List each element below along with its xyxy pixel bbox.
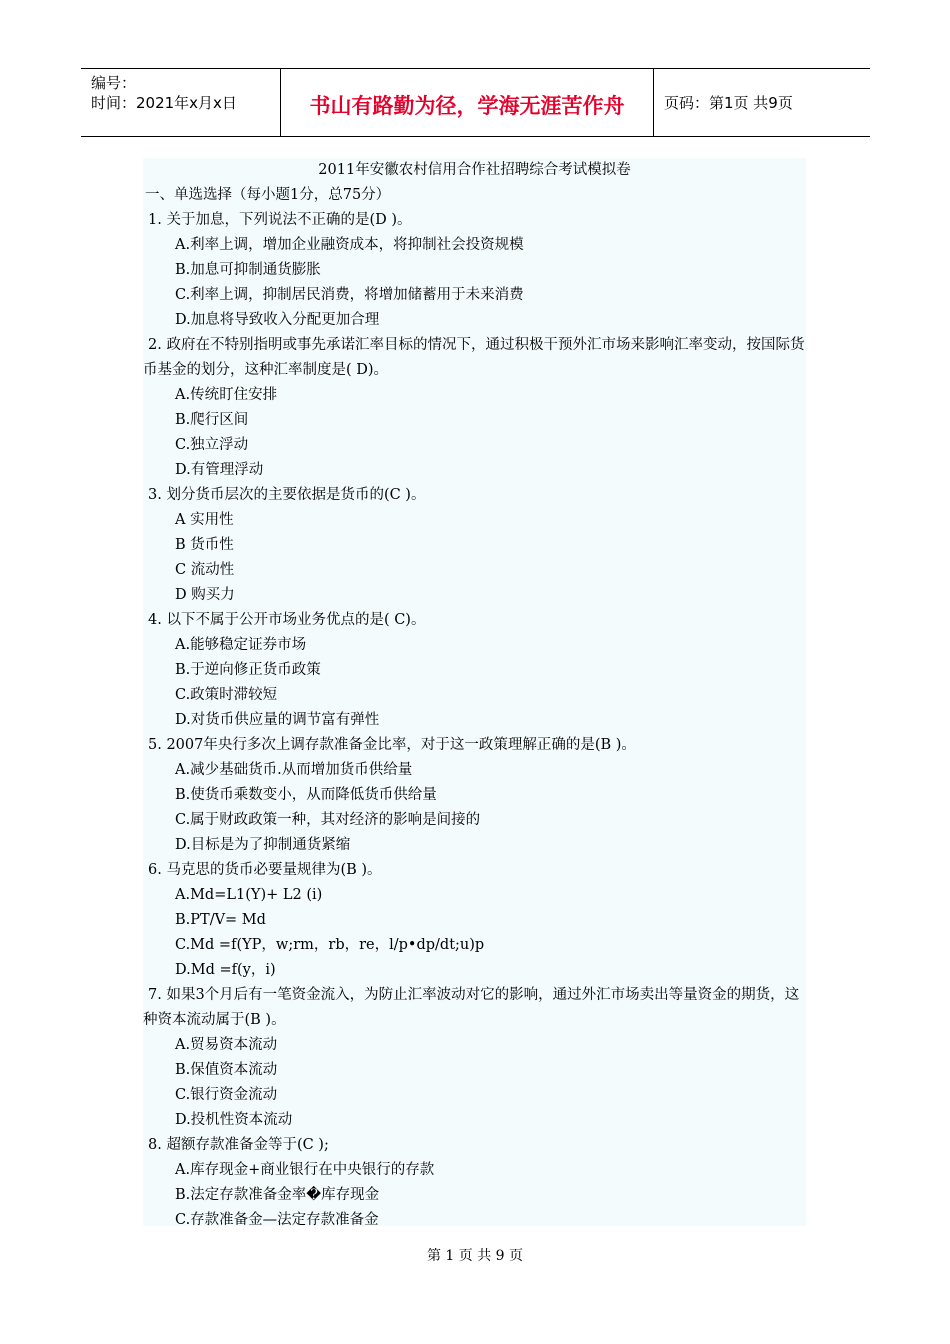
answer-option: A.库存现金+商业银行在中央银行的存款 [175,1162,435,1178]
answer-option: D.投机性资本流动 [175,1112,293,1128]
answer-option: D.加息将导致收入分配更加合理 [175,312,380,328]
question-stem: 5. 2007年央行多次上调存款准备金比率，对于这一政策理解正确的是(B )。 [148,737,636,753]
answer-option: A.贸易资本流动 [175,1037,278,1053]
answer-option: A.传统盯住安排 [175,387,278,403]
answer-option: D.目标是为了抑制通货紧缩 [175,837,351,853]
page-footer: 第 1 页 共 9 页 [426,1248,524,1264]
answer-option: B.于逆向修正货币政策 [175,662,321,678]
answer-option: A 实用性 [175,512,234,528]
answer-option: D.有管理浮动 [175,462,264,478]
document-body [143,158,806,1226]
answer-option: B.使货币乘数变小，从而降低货币供给量 [175,787,437,803]
answer-option: C.属于财政政策一种，其对经济的影响是间接的 [175,812,481,828]
question-stem: 1. 关于加息，下列说法不正确的是(D )。 [148,212,412,228]
answer-option: C.独立浮动 [175,437,249,453]
answer-option: C.银行资金流动 [175,1087,278,1103]
header-meta [81,69,281,136]
question-item [143,733,806,858]
question-stem: 6. 马克思的货币必要量规律为(B )。 [148,862,382,878]
section-title: 一、单选选择（每小题1分，总75分） [145,187,391,203]
answer-option: C.存款准备金—法定存款准备金 [175,1212,379,1226]
question-list [143,208,806,1226]
answer-option: C 流动性 [175,562,235,578]
answer-option: B.爬行区间 [175,412,249,428]
number-label: 编号： [91,74,137,92]
answer-option: B 货币性 [175,537,234,553]
question-stem: 2. 政府在不特别指明或事先承诺汇率目标的情况下，通过积极干预外汇市场来影响汇率变动，按国际货币基金的划分，这种汇率制度是( D)。 [143,337,805,378]
question-stem: 7. 如果3个月后有一笔资金流入，为防止汇率波动对它的影响，通过外汇市场卖出等量资金的期货，这种资本流动属于(B )。 [143,987,800,1028]
answer-option: B.保值资本流动 [175,1062,278,1078]
question-stem: 3. 划分货币层次的主要依据是货币的(C )。 [148,487,426,503]
answer-option: A.能够稳定证券市场 [175,637,307,653]
question-stem: 8. 超额存款准备金等于(C ); [148,1137,329,1153]
answer-option: D.Md =f(y，i) [175,962,276,978]
question-item [143,483,806,608]
answer-option: A.利率上调，增加企业融资成本，将抑制社会投资规模 [175,237,524,253]
answer-option: D.对货币供应量的调节富有弹性 [175,712,380,728]
answer-option: C.政策时滞较短 [175,687,278,703]
header-page-code: 页码：第1页 共9页 [664,94,793,112]
answer-option: C.Md =f(YP，w;rm，rb，re，l/p•dp/dt;u)p [175,937,485,953]
answer-option: A.减少基础货币.从而增加货币供给量 [175,762,413,778]
question-item [143,1133,806,1226]
question-stem: 4. 以下不属于公开市场业务优点的是( C)。 [148,612,426,628]
page-header [81,68,870,137]
time-label: 时间：2021年x月x日 [91,94,237,112]
question-item [143,333,806,483]
answer-option: D 购买力 [175,587,235,603]
answer-option: B.法定存款准备金率�库存现金 [175,1187,380,1203]
question-item [143,208,806,333]
question-item [143,983,806,1133]
answer-option: A.Md=L1(Y)+ L2 (i) [175,887,323,903]
question-item [143,858,806,983]
answer-option: B.PT/V= Md [175,912,266,928]
question-item [143,608,806,733]
answer-option: B.加息可抑制通货膨胀 [175,262,321,278]
header-motto: 书山有路勤为径，学海无涯苦作舟 [281,69,654,136]
document-title: 2011年安徽农村信用合作社招聘综合考试模拟卷 [318,162,631,178]
answer-option: C.利率上调，抑制居民消费，将增加储蓄用于未来消费 [175,287,524,303]
